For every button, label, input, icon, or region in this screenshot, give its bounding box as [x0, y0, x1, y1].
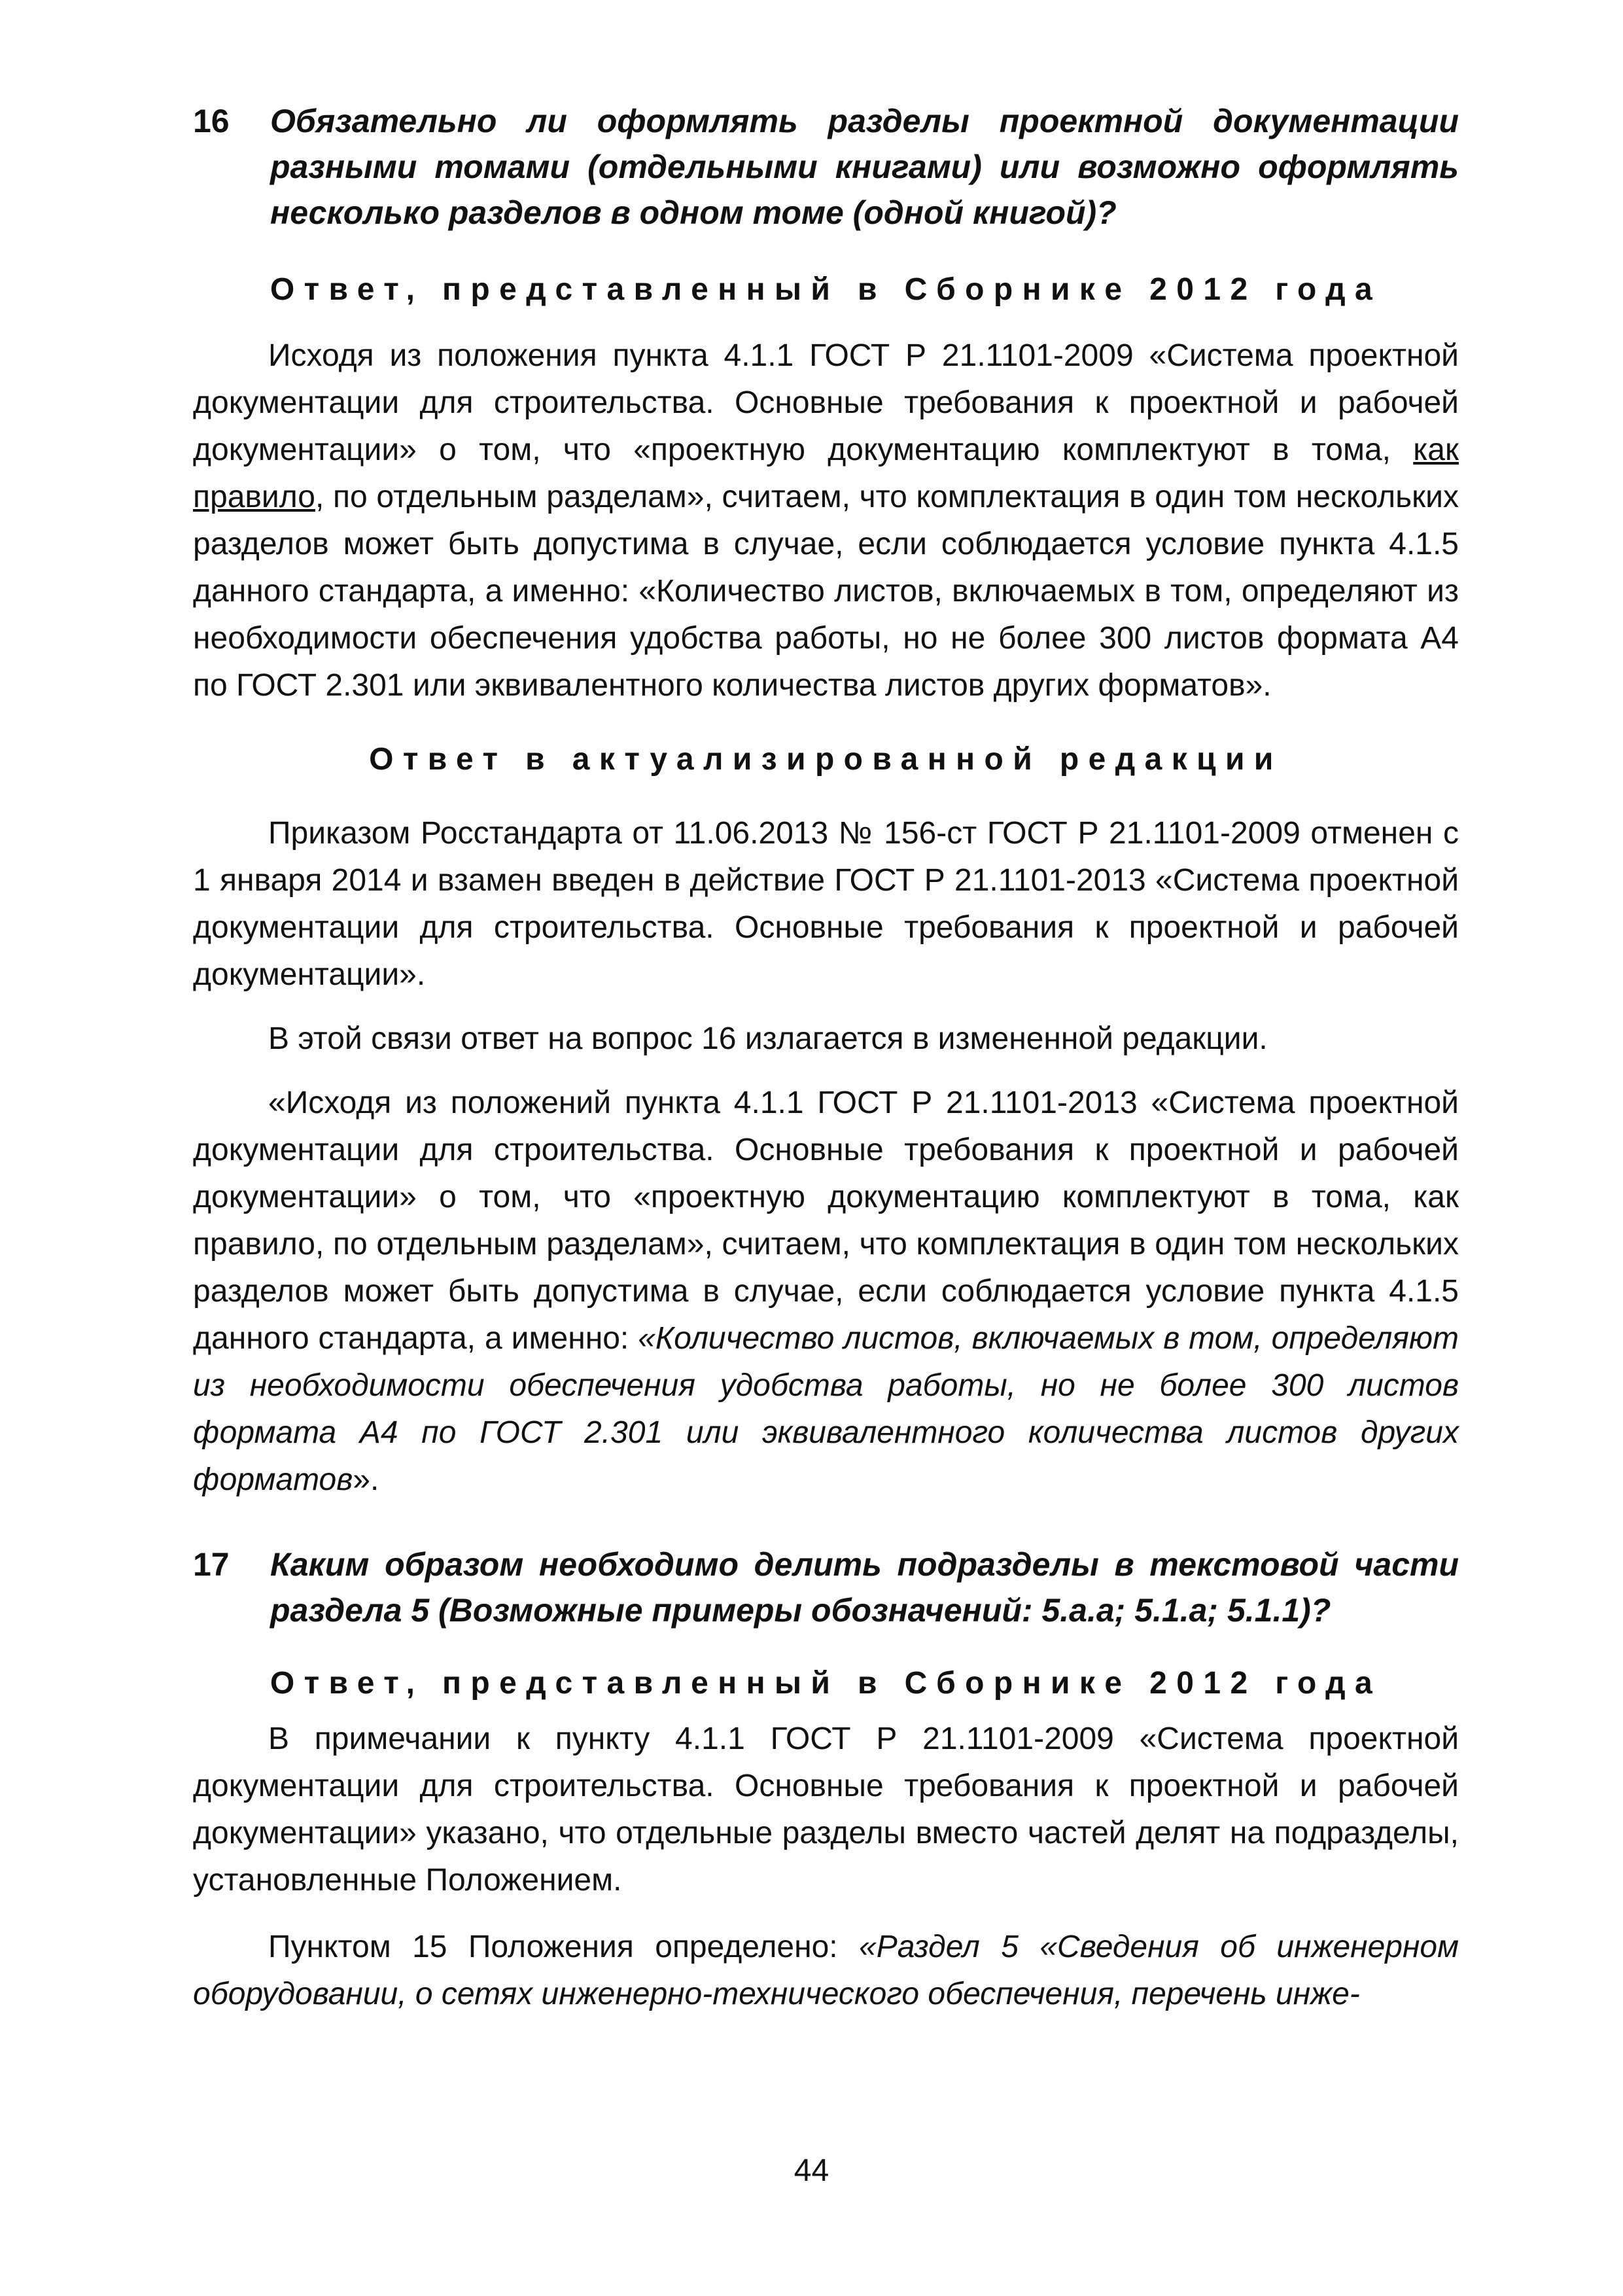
answer-text: , по отдельным разделам», считаем, что комплектация в один том нескольких разделов может быть допустима в случае, если соблюдается условие пункта 4.1.5 данного стандарта, а именно: «Количество листов, включаемых в том, определяют из необходимости обеспечения удобства работы, но не более 300 листов формата А4 по ГОСТ 2.301 или эквивалентного количества листов других форматов».: [193, 480, 1459, 703]
answer-text: «Исходя из положений пункта 4.1.1 ГОСТ Р 21.1101-2013 «Система проектной документации для строительства. Основные требования к проектной и рабочей документации» о том, что «проектную документацию комплектуют в тома, как правило, по отдельным разделам», считаем, что комплектация в один том нескольких разделов может быть допустима в случае, если соблюдается условие пункта 4.1.5 данного стандарта, а именно:: [193, 1086, 1459, 1356]
underlined-text: как правило: [193, 433, 1459, 514]
updated-answer-paragraph: [193, 1080, 1459, 1504]
question-number: 16: [193, 103, 230, 139]
answer-text: ».: [353, 1462, 379, 1497]
question-17: [193, 1542, 1459, 1633]
section-heading-updated: Ответ в актуализированной редакции: [369, 742, 1283, 777]
answer-text: Пунктом 15 Положения определено:: [268, 1930, 860, 1964]
answer-2012-paragraph: В примечании к пункту 4.1.1 ГОСТ Р 21.1101-2009 «Система проектной документации для строительства. Основные требования к проектной и рабочей документации» указано, что отдельные разделы вместо частей делят на подразделы, установленные Положением.: [193, 1722, 1459, 1898]
section-heading-2012: Ответ, представленный в Сборнике 2012 года: [270, 1666, 1382, 1701]
quoted-italic-text: «Раздел 5 «Сведения об инженерном оборудовании, о сетях инженерно-технического обеспечения, перечень инже-: [193, 1930, 1459, 2011]
document-page: [193, 98, 1459, 2018]
answer-text: Исходя из положения пункта 4.1.1 ГОСТ Р 21.1101-2009 «Система проектной документации для строительства. Основные требования к проектной и рабочей документации» о том, что «проектную документацию комплектуют в тома,: [193, 338, 1459, 467]
page-number: 44: [794, 2153, 829, 2188]
updated-answer-paragraph: Приказом Росстандарта от 11.06.2013 № 156-ст ГОСТ Р 21.1101-2009 отменен с 1 января 2014 и взамен введен в действие ГОСТ Р 21.1101-2013 «Система проектной документации для строительства. Основные требования к проектной и рабочей документации».: [193, 816, 1459, 992]
answer-2012-paragraph: [193, 1924, 1459, 2018]
question-text: Обязательно ли оформлять разделы проектной документации разными томами (отдельными книгами) или возможно оформлять несколько разделов в одном томе (одной книгой)?: [270, 103, 1459, 231]
question-16: [193, 98, 1459, 236]
updated-answer-paragraph: В этой связи ответ на вопрос 16 излагается в измененной редакции.: [268, 1021, 1268, 1056]
answer-2012-paragraph: [193, 332, 1459, 709]
question-text: Каким образом необходимо делить подразделы в текстовой части раздела 5 (Возможные примеры обозначений: 5.а.а; 5.1.а; 5.1.1)?: [270, 1546, 1459, 1629]
section-heading-2012: Ответ, представленный в Сборнике 2012 года: [270, 272, 1382, 307]
question-number: 17: [193, 1546, 230, 1583]
quoted-italic-text: «Количество листов, включаемых в том, определяют из необходимости обеспечения удобства работы, но не более 300 листов формата А4 по ГОСТ 2.301 или эквивалентного количества листов других форматов: [193, 1321, 1459, 1497]
